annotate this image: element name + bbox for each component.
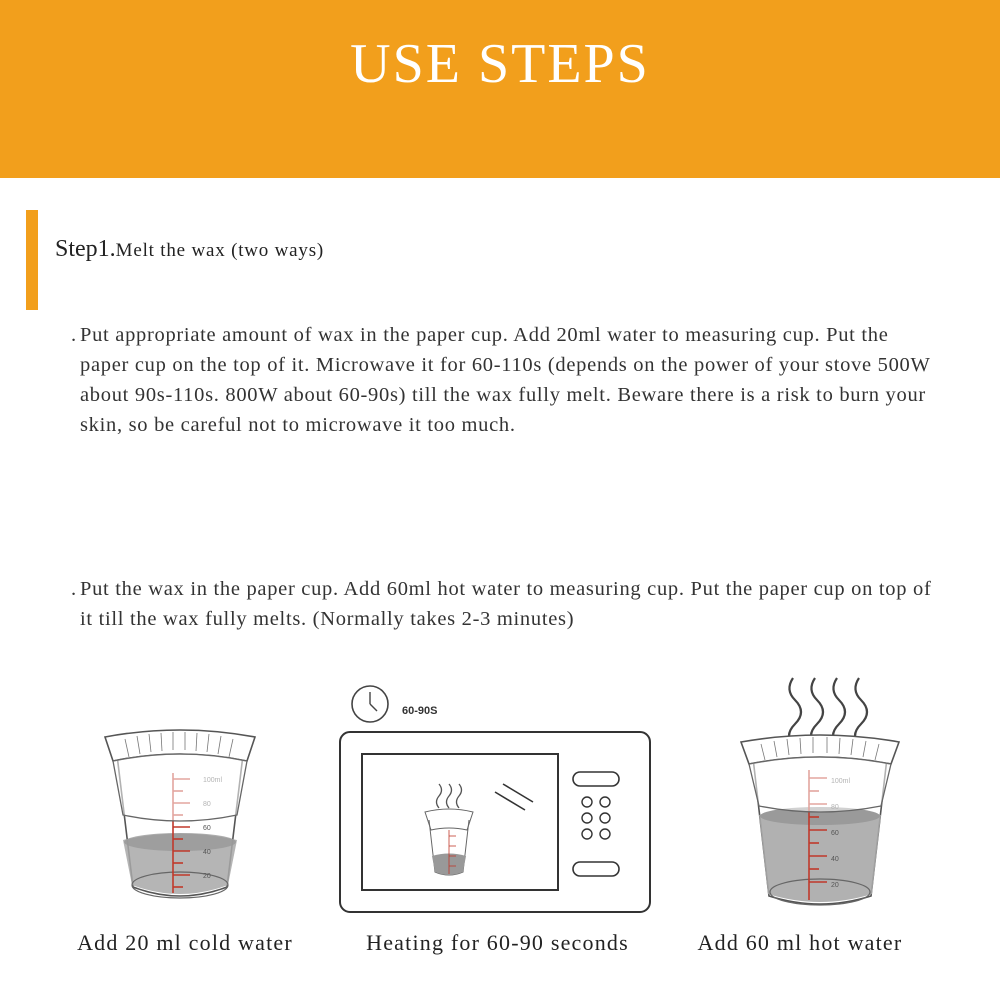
method-two: [71, 574, 940, 634]
cold-water-caption: Add 20 ml cold water: [77, 930, 293, 955]
clock-icon: [352, 686, 388, 722]
header-banner: [0, 0, 1000, 178]
microwave-illustration: [335, 680, 660, 920]
method-two-bullet: .: [71, 578, 77, 600]
scale-label-20: 20: [831, 882, 839, 889]
method-one-bullet: .: [71, 324, 77, 346]
step-label: Step1.: [55, 236, 116, 262]
scale-label-20: 20: [203, 873, 211, 880]
scale-label-60: 60: [203, 825, 211, 832]
method-two-text: Put the wax in the paper cup. Add 60ml hot water to measuring cup. Put the paper cup on top of it till the wax fully melts. (Normally takes 2-3 minutes): [80, 578, 932, 630]
timer-label: 60-90S: [402, 705, 438, 717]
step-accent-bar: [26, 210, 38, 310]
hot-water-caption: Add 60 ml hot water: [697, 930, 903, 955]
step-subtitle: Melt the wax (two ways): [115, 240, 325, 261]
paper-cup-icon: [741, 735, 899, 812]
hot-water-illustration: [735, 670, 905, 920]
heating-caption: Heating for 60-90 seconds: [366, 930, 629, 955]
step-heading: [55, 236, 324, 263]
page-title: USE STEPS: [350, 33, 650, 95]
scale-label-60: 60: [831, 830, 839, 837]
method-one-text: Put appropriate amount of wax in the paper cup. Add 20ml water to measuring cup. Put the paper cup on the top of it. Microwave it for 60-110s (depends on the power of your stove 500W about 90s-110s. 800W about 60-90s) till the wax fully melt. Beware there is a risk to burn your skin, so be careful not to microwave it too much.: [80, 324, 931, 436]
paper-cup-icon: [105, 730, 255, 821]
scale-label-40: 40: [831, 856, 839, 863]
cold-water-illustration: [95, 715, 265, 915]
method-one: [71, 320, 940, 440]
scale-label-40: 40: [203, 849, 211, 856]
microwave-icon: [340, 732, 650, 912]
